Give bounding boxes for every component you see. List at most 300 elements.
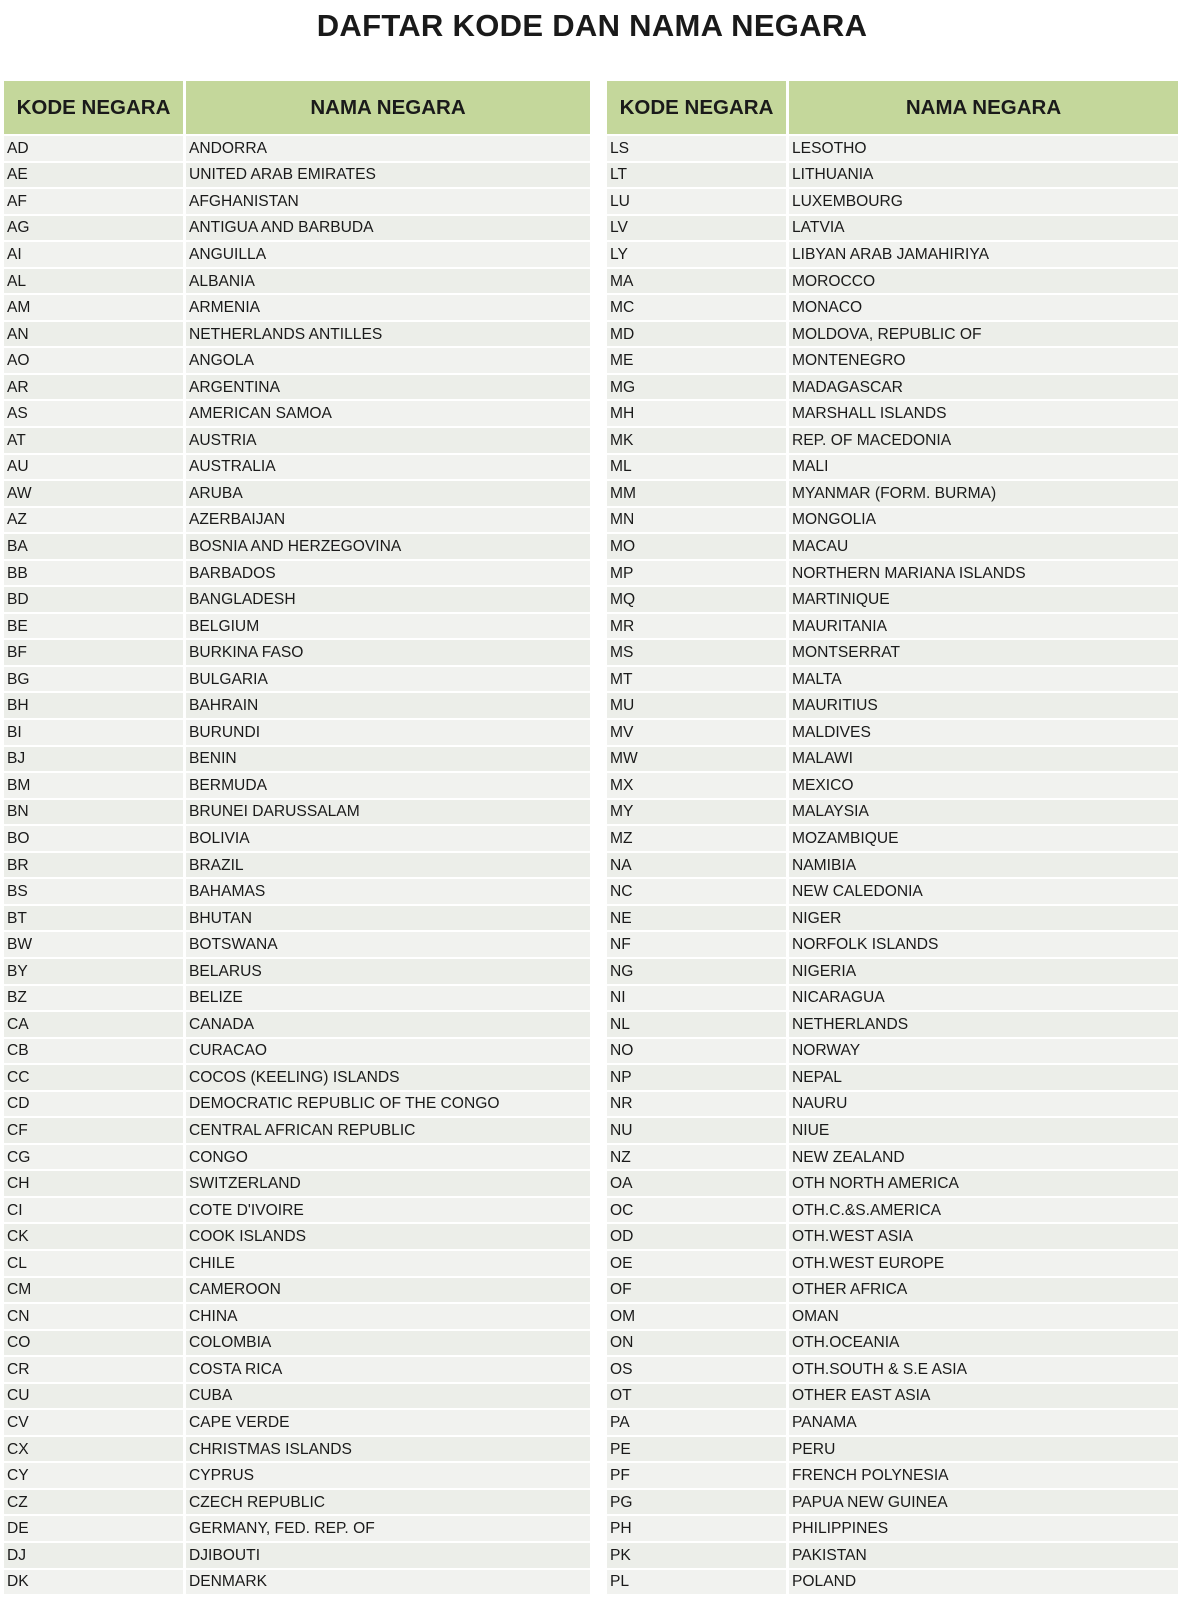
table-row [607, 851, 1178, 878]
country-name-cell: BARBADOS [186, 559, 590, 586]
country-code-cell: OD [607, 1222, 789, 1249]
table-row [4, 1116, 590, 1143]
country-code-cell: CX [4, 1435, 186, 1462]
country-name-cell: NIUE [789, 1116, 1178, 1143]
table-row [607, 638, 1178, 665]
country-name-cell: OTHER EAST ASIA [789, 1382, 1178, 1409]
table-row [607, 1010, 1178, 1037]
column-header-code: KODE NEGARA [4, 81, 186, 134]
table-row [4, 904, 590, 931]
table-row [4, 824, 590, 851]
country-name-cell: BRUNEI DARUSSALAM [186, 798, 590, 825]
country-name-cell: BENIN [186, 745, 590, 772]
table-row [4, 771, 590, 798]
country-code-cell: NA [607, 851, 789, 878]
table-row [4, 1222, 590, 1249]
country-name-cell: BRAZIL [186, 851, 590, 878]
table-row [607, 1355, 1178, 1382]
table-row [4, 638, 590, 665]
table-row [607, 1408, 1178, 1435]
country-code-cell: LT [607, 161, 789, 188]
table-row [4, 240, 590, 267]
column-header-name: NAMA NEGARA [186, 81, 590, 134]
country-code-cell: BM [4, 771, 186, 798]
country-code-cell: MT [607, 665, 789, 692]
table-row [607, 877, 1178, 904]
country-name-cell: CANADA [186, 1010, 590, 1037]
country-name-cell: MEXICO [789, 771, 1178, 798]
country-name-cell: MACAU [789, 532, 1178, 559]
table-row [4, 1568, 590, 1595]
table-row [607, 1435, 1178, 1462]
table-row [4, 134, 590, 161]
country-code-cell: BJ [4, 745, 186, 772]
table-row [4, 1382, 590, 1409]
table-row [607, 585, 1178, 612]
country-name-cell: ARMENIA [186, 293, 590, 320]
table-row [607, 984, 1178, 1011]
table-row [607, 1090, 1178, 1117]
table-row [607, 665, 1178, 692]
table-row [4, 267, 590, 294]
country-name-cell: ALBANIA [186, 267, 590, 294]
country-code-cell: DK [4, 1568, 186, 1595]
table-row [4, 320, 590, 347]
country-code-cell: MW [607, 745, 789, 772]
country-code-cell: MP [607, 559, 789, 586]
country-name-cell: PERU [789, 1435, 1178, 1462]
country-name-cell: CAPE VERDE [186, 1408, 590, 1435]
table-row [4, 1541, 590, 1568]
country-code-cell: PG [607, 1488, 789, 1515]
table-row [607, 1568, 1178, 1595]
country-name-cell: NICARAGUA [789, 984, 1178, 1011]
table-row [4, 1143, 590, 1170]
country-name-cell: NETHERLANDS ANTILLES [186, 320, 590, 347]
country-name-cell: ANTIGUA AND BARBUDA [186, 214, 590, 241]
table-row [4, 1329, 590, 1356]
country-name-cell: DEMOCRATIC REPUBLIC OF THE CONGO [186, 1090, 590, 1117]
country-name-cell: MONGOLIA [789, 506, 1178, 533]
table-row [4, 745, 590, 772]
country-name-cell: MARTINIQUE [789, 585, 1178, 612]
country-name-cell: NIGERIA [789, 957, 1178, 984]
country-code-cell: CC [4, 1063, 186, 1090]
table-row [607, 1514, 1178, 1541]
country-code-cell: BI [4, 718, 186, 745]
country-code-cell: OA [607, 1169, 789, 1196]
country-code-cell: CV [4, 1408, 186, 1435]
country-name-cell: NORWAY [789, 1037, 1178, 1064]
country-code-cell: LV [607, 214, 789, 241]
table-row [607, 320, 1178, 347]
country-name-cell: MONTENEGRO [789, 346, 1178, 373]
country-name-cell: AFGHANISTAN [186, 187, 590, 214]
country-code-cell: PA [607, 1408, 789, 1435]
country-code-cell: CH [4, 1169, 186, 1196]
table-row [4, 426, 590, 453]
table-row [4, 691, 590, 718]
table-row [4, 293, 590, 320]
country-name-cell: PHILIPPINES [789, 1514, 1178, 1541]
country-code-cell: MU [607, 691, 789, 718]
country-code-cell: MC [607, 293, 789, 320]
country-name-cell: BOLIVIA [186, 824, 590, 851]
country-code-cell: OS [607, 1355, 789, 1382]
country-code-cell: AF [4, 187, 186, 214]
country-code-cell: CM [4, 1276, 186, 1303]
table-row [607, 399, 1178, 426]
country-name-cell: NETHERLANDS [789, 1010, 1178, 1037]
table-row [607, 1302, 1178, 1329]
country-name-cell: NORTHERN MARIANA ISLANDS [789, 559, 1178, 586]
table-row [607, 1116, 1178, 1143]
country-code-cell: AM [4, 293, 186, 320]
table-row [607, 506, 1178, 533]
country-code-cell: PF [607, 1461, 789, 1488]
country-table-right [607, 81, 1178, 1594]
table-row [607, 718, 1178, 745]
country-name-cell: NIGER [789, 904, 1178, 931]
table-row [4, 453, 590, 480]
country-code-cell: BN [4, 798, 186, 825]
country-code-cell: ON [607, 1329, 789, 1356]
country-code-cell: BH [4, 691, 186, 718]
country-name-cell: ARGENTINA [186, 373, 590, 400]
country-code-cell: CI [4, 1196, 186, 1223]
country-name-cell: PAKISTAN [789, 1541, 1178, 1568]
country-code-cell: AG [4, 214, 186, 241]
country-code-cell: AI [4, 240, 186, 267]
country-name-cell: PAPUA NEW GUINEA [789, 1488, 1178, 1515]
country-name-cell: CONGO [186, 1143, 590, 1170]
country-name-cell: BAHAMAS [186, 877, 590, 904]
table-row [607, 1382, 1178, 1409]
country-name-cell: MAURITANIA [789, 612, 1178, 639]
country-code-cell: MH [607, 399, 789, 426]
table-row [607, 798, 1178, 825]
table-row [4, 1037, 590, 1064]
country-name-cell: LITHUANIA [789, 161, 1178, 188]
table-row [4, 1302, 590, 1329]
country-name-cell: ANGOLA [186, 346, 590, 373]
country-name-cell: CUBA [186, 1382, 590, 1409]
table-row [607, 1329, 1178, 1356]
table-row [607, 346, 1178, 373]
table-row [607, 1541, 1178, 1568]
country-name-cell: COLOMBIA [186, 1329, 590, 1356]
country-name-cell: COSTA RICA [186, 1355, 590, 1382]
country-name-cell: MAURITIUS [789, 691, 1178, 718]
table-row [607, 134, 1178, 161]
country-name-cell: BURUNDI [186, 718, 590, 745]
country-name-cell: AZERBAIJAN [186, 506, 590, 533]
country-code-cell: CB [4, 1037, 186, 1064]
country-name-cell: COOK ISLANDS [186, 1222, 590, 1249]
table-row [607, 293, 1178, 320]
table-body-left [4, 134, 590, 1594]
country-name-cell: ANGUILLA [186, 240, 590, 267]
table-row [4, 187, 590, 214]
table-row [4, 1276, 590, 1303]
table-row [4, 1010, 590, 1037]
country-name-cell: MALAYSIA [789, 798, 1178, 825]
country-name-cell: BELGIUM [186, 612, 590, 639]
country-code-cell: PH [607, 1514, 789, 1541]
table-row [607, 824, 1178, 851]
table-row [607, 904, 1178, 931]
country-name-cell: MOZAMBIQUE [789, 824, 1178, 851]
country-code-cell: CK [4, 1222, 186, 1249]
country-code-cell: MG [607, 373, 789, 400]
country-name-cell: OTH.WEST ASIA [789, 1222, 1178, 1249]
country-code-cell: DE [4, 1514, 186, 1541]
country-name-cell: SWITZERLAND [186, 1169, 590, 1196]
country-name-cell: BANGLADESH [186, 585, 590, 612]
table-row [607, 161, 1178, 188]
table-row [4, 585, 590, 612]
country-code-cell: CY [4, 1461, 186, 1488]
country-code-cell: AN [4, 320, 186, 347]
table-row [4, 851, 590, 878]
table-row [607, 1488, 1178, 1515]
country-code-cell: NZ [607, 1143, 789, 1170]
country-code-cell: OE [607, 1249, 789, 1276]
country-code-cell: NL [607, 1010, 789, 1037]
country-name-cell: OTH.SOUTH & S.E ASIA [789, 1355, 1178, 1382]
table-row [4, 532, 590, 559]
table-row [4, 373, 590, 400]
country-code-cell: BW [4, 930, 186, 957]
country-name-cell: UNITED ARAB EMIRATES [186, 161, 590, 188]
table-row [607, 1461, 1178, 1488]
table-header-row [4, 81, 590, 134]
table-row [607, 1222, 1178, 1249]
country-name-cell: BERMUDA [186, 771, 590, 798]
table-row [607, 532, 1178, 559]
country-code-cell: LU [607, 187, 789, 214]
country-code-cell: CU [4, 1382, 186, 1409]
country-code-cell: OM [607, 1302, 789, 1329]
country-code-cell: MO [607, 532, 789, 559]
country-name-cell: OMAN [789, 1302, 1178, 1329]
country-code-cell: OT [607, 1382, 789, 1409]
country-name-cell: BURKINA FASO [186, 638, 590, 665]
country-code-cell: AO [4, 346, 186, 373]
table-row [607, 1249, 1178, 1276]
country-name-cell: DENMARK [186, 1568, 590, 1595]
country-code-cell: BG [4, 665, 186, 692]
country-name-cell: MALAWI [789, 745, 1178, 772]
country-code-cell: BS [4, 877, 186, 904]
table-row [607, 1196, 1178, 1223]
table-row [4, 346, 590, 373]
country-code-cell: MS [607, 638, 789, 665]
country-name-cell: MALTA [789, 665, 1178, 692]
country-code-cell: BE [4, 612, 186, 639]
table-row [4, 1249, 590, 1276]
country-code-cell: BZ [4, 984, 186, 1011]
country-code-cell: NC [607, 877, 789, 904]
country-name-cell: BULGARIA [186, 665, 590, 692]
country-code-cell: AZ [4, 506, 186, 533]
table-row [607, 187, 1178, 214]
country-name-cell: MOROCCO [789, 267, 1178, 294]
table-row [4, 1461, 590, 1488]
country-code-cell: AL [4, 267, 186, 294]
country-name-cell: PANAMA [789, 1408, 1178, 1435]
country-name-cell: CZECH REPUBLIC [186, 1488, 590, 1515]
table-row [4, 1063, 590, 1090]
country-code-cell: NF [607, 930, 789, 957]
country-name-cell: CHILE [186, 1249, 590, 1276]
table-row [4, 930, 590, 957]
country-name-cell: COTE D'IVOIRE [186, 1196, 590, 1223]
country-name-cell: AUSTRALIA [186, 453, 590, 480]
country-name-cell: DJIBOUTI [186, 1541, 590, 1568]
country-code-cell: PL [607, 1568, 789, 1595]
country-name-cell: OTH.C.&S.AMERICA [789, 1196, 1178, 1223]
country-code-cell: AU [4, 453, 186, 480]
country-code-cell: BR [4, 851, 186, 878]
country-code-cell: MN [607, 506, 789, 533]
country-name-cell: NEPAL [789, 1063, 1178, 1090]
table-row [607, 771, 1178, 798]
country-code-cell: CF [4, 1116, 186, 1143]
country-name-cell: MARSHALL ISLANDS [789, 399, 1178, 426]
table-header-row [607, 81, 1178, 134]
country-name-cell: FRENCH POLYNESIA [789, 1461, 1178, 1488]
country-code-cell: MA [607, 267, 789, 294]
country-code-cell: MY [607, 798, 789, 825]
country-code-cell: NE [607, 904, 789, 931]
country-code-cell: CD [4, 1090, 186, 1117]
country-name-cell: OTH NORTH AMERICA [789, 1169, 1178, 1196]
table-row [607, 1169, 1178, 1196]
table-row [607, 1063, 1178, 1090]
table-row [4, 665, 590, 692]
country-name-cell: CHINA [186, 1302, 590, 1329]
country-name-cell: POLAND [789, 1568, 1178, 1595]
table-row [4, 559, 590, 586]
country-code-cell: DJ [4, 1541, 186, 1568]
country-name-cell: MALI [789, 453, 1178, 480]
table-row [607, 240, 1178, 267]
country-name-cell: MALDIVES [789, 718, 1178, 745]
country-code-cell: BA [4, 532, 186, 559]
table-row [4, 1169, 590, 1196]
country-code-cell: NO [607, 1037, 789, 1064]
country-name-cell: LUXEMBOURG [789, 187, 1178, 214]
country-code-cell: ML [607, 453, 789, 480]
country-code-cell: OF [607, 1276, 789, 1303]
country-name-cell: COCOS (KEELING) ISLANDS [186, 1063, 590, 1090]
country-code-cell: LY [607, 240, 789, 267]
country-code-cell: CG [4, 1143, 186, 1170]
country-code-cell: AS [4, 399, 186, 426]
country-code-cell: MZ [607, 824, 789, 851]
country-code-cell: CR [4, 1355, 186, 1382]
country-code-cell: MX [607, 771, 789, 798]
country-code-cell: PE [607, 1435, 789, 1462]
table-row [4, 1090, 590, 1117]
table-row [4, 798, 590, 825]
country-name-cell: CURACAO [186, 1037, 590, 1064]
table-body-right [607, 134, 1178, 1594]
country-code-cell: NG [607, 957, 789, 984]
table-row [4, 957, 590, 984]
column-header-code: KODE NEGARA [607, 81, 789, 134]
country-code-cell: CZ [4, 1488, 186, 1515]
table-row [4, 1435, 590, 1462]
table-row [607, 453, 1178, 480]
country-code-cell: CA [4, 1010, 186, 1037]
country-code-cell: NR [607, 1090, 789, 1117]
country-name-cell: BELIZE [186, 984, 590, 1011]
table-row [4, 1355, 590, 1382]
table-row [607, 745, 1178, 772]
country-name-cell: LESOTHO [789, 134, 1178, 161]
country-name-cell: BOTSWANA [186, 930, 590, 957]
country-name-cell: BOSNIA AND HERZEGOVINA [186, 532, 590, 559]
country-code-cell: BY [4, 957, 186, 984]
table-row [607, 930, 1178, 957]
country-name-cell: LIBYAN ARAB JAMAHIRIYA [789, 240, 1178, 267]
country-name-cell: NAMIBIA [789, 851, 1178, 878]
table-row [4, 612, 590, 639]
country-name-cell: MONTSERRAT [789, 638, 1178, 665]
column-header-name: NAMA NEGARA [789, 81, 1178, 134]
page-title: DAFTAR KODE DAN NAMA NEGARA [316, 8, 868, 43]
table-row [607, 267, 1178, 294]
country-name-cell: BAHRAIN [186, 691, 590, 718]
country-code-cell: AW [4, 479, 186, 506]
table-row [4, 161, 590, 188]
country-name-cell: GERMANY, FED. REP. OF [186, 1514, 590, 1541]
table-row [607, 1276, 1178, 1303]
country-name-cell: OTHER AFRICA [789, 1276, 1178, 1303]
table-row [4, 1196, 590, 1223]
table-row [607, 612, 1178, 639]
country-code-cell: BD [4, 585, 186, 612]
country-name-cell: CYPRUS [186, 1461, 590, 1488]
country-code-cell: BB [4, 559, 186, 586]
country-code-cell: AE [4, 161, 186, 188]
country-name-cell: CHRISTMAS ISLANDS [186, 1435, 590, 1462]
country-name-cell: ARUBA [186, 479, 590, 506]
country-name-cell: CENTRAL AFRICAN REPUBLIC [186, 1116, 590, 1143]
country-code-cell: AR [4, 373, 186, 400]
country-code-cell: CN [4, 1302, 186, 1329]
country-name-cell: LATVIA [789, 214, 1178, 241]
country-name-cell: MYANMAR (FORM. BURMA) [789, 479, 1178, 506]
country-code-cell: PK [607, 1541, 789, 1568]
country-name-cell: AMERICAN SAMOA [186, 399, 590, 426]
table-row [607, 214, 1178, 241]
country-code-cell: BF [4, 638, 186, 665]
country-code-cell: MK [607, 426, 789, 453]
table-row [4, 718, 590, 745]
table-row [4, 984, 590, 1011]
country-code-cell: LS [607, 134, 789, 161]
table-row [4, 479, 590, 506]
country-name-cell: OTH.WEST EUROPE [789, 1249, 1178, 1276]
table-row [607, 559, 1178, 586]
country-name-cell: MOLDOVA, REPUBLIC OF [789, 320, 1178, 347]
country-name-cell: NORFOLK ISLANDS [789, 930, 1178, 957]
country-name-cell: NEW CALEDONIA [789, 877, 1178, 904]
country-name-cell: MADAGASCAR [789, 373, 1178, 400]
